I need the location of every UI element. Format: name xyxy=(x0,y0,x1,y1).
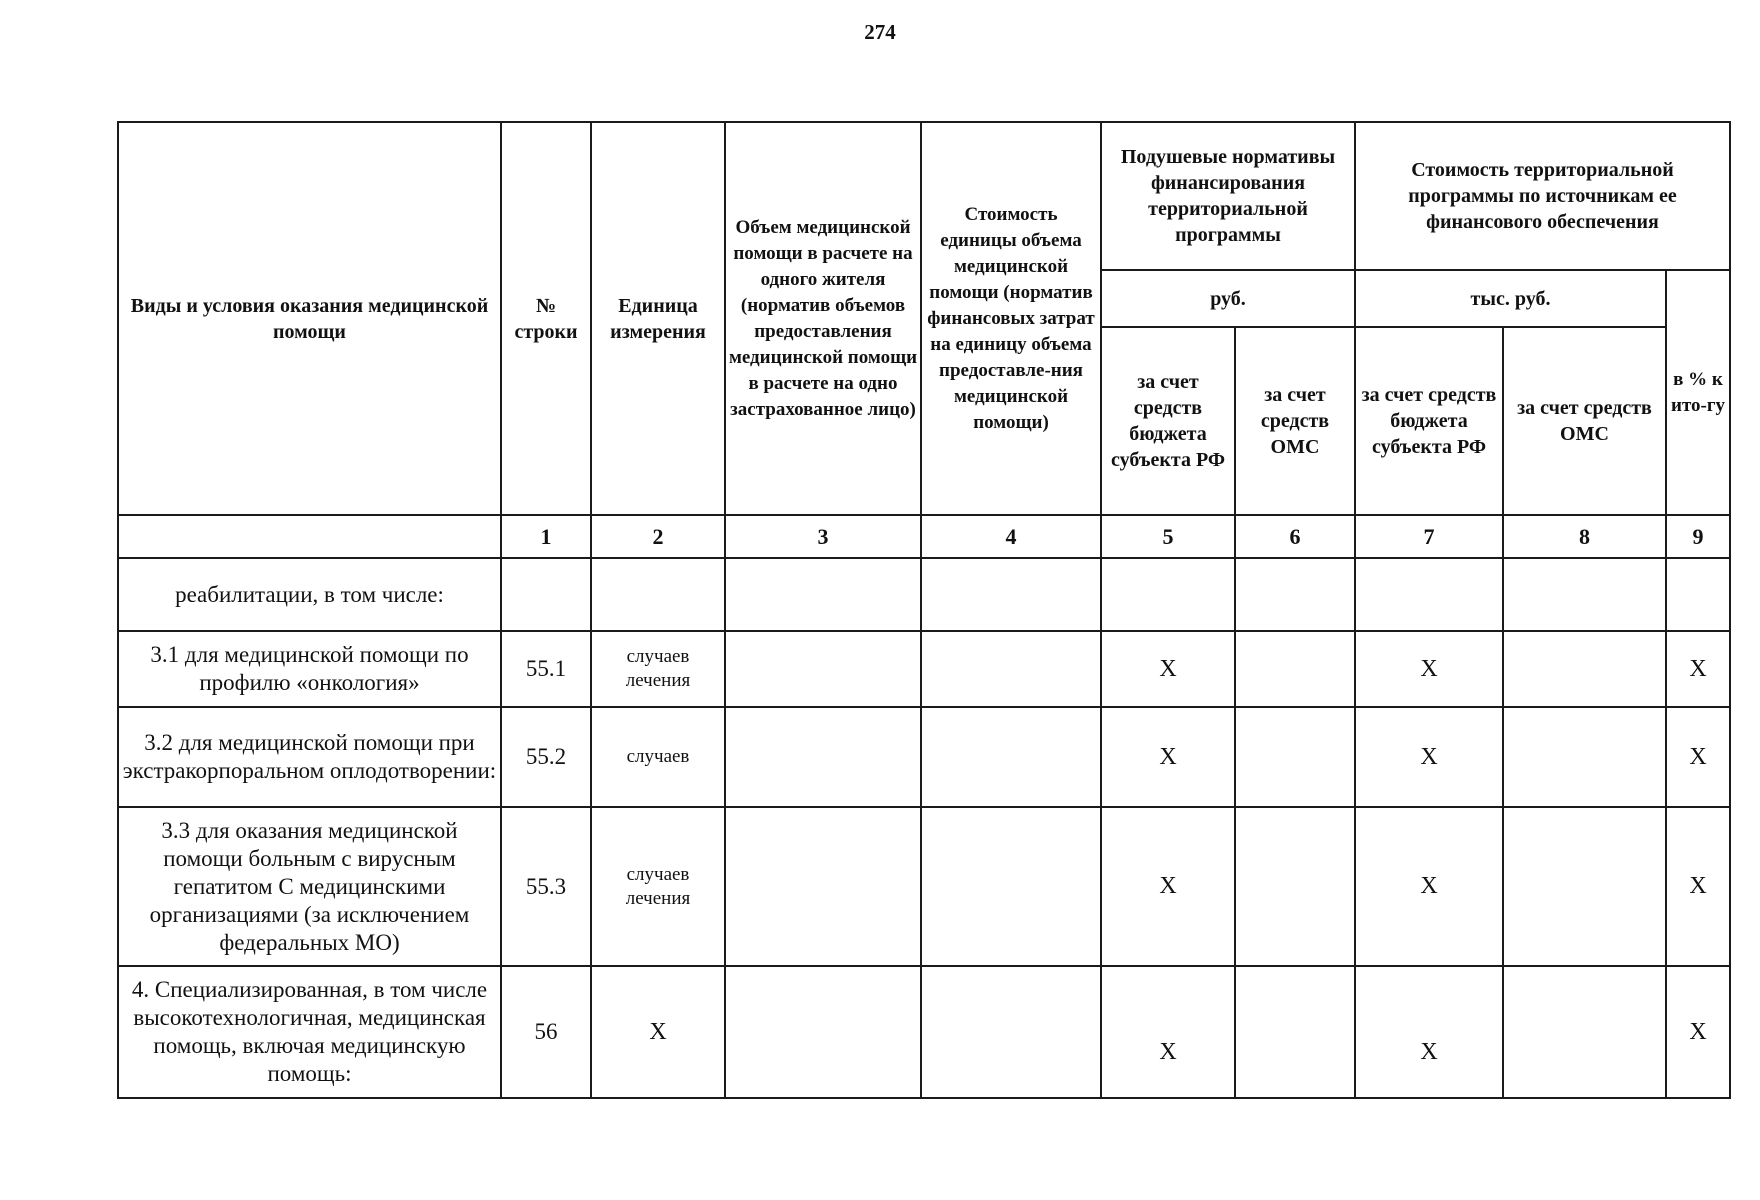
page-number: 274 xyxy=(864,20,896,44)
cell-budget-rf-thous: X xyxy=(1355,807,1503,966)
column-number-empty xyxy=(118,515,501,558)
cell-unit-cost xyxy=(921,966,1101,1098)
cell-budget-rf-thous xyxy=(1355,558,1503,631)
cell-oms-rub xyxy=(1235,631,1355,707)
header-unit-cost: Стоимость единицы объема медицинской помощи (норматив финансовых затрат на единицу объема предоставле-ния медицинской помощи) xyxy=(921,122,1101,515)
column-number: 6 xyxy=(1235,515,1355,558)
cell-budget-rf-rub: X xyxy=(1101,631,1235,707)
header-unit-rub: руб. xyxy=(1101,270,1355,327)
cell-unit-cost xyxy=(921,558,1101,631)
cell-oms-rub xyxy=(1235,558,1355,631)
column-number: 1 xyxy=(501,515,591,558)
cell-unit-cost xyxy=(921,807,1101,966)
row-name: 3.2 для медицинской помощи при экстракорпоральном оплодотворении: xyxy=(118,707,501,807)
row-name: 3.3 для оказания медицинской помощи больным с вирусным гепатитом С медицинскими организациями (за исключением федеральных МО) xyxy=(118,807,501,966)
cell-unit-cost xyxy=(921,707,1101,807)
column-number: 9 xyxy=(1666,515,1730,558)
header-percent-total: в % к ито-гу xyxy=(1666,270,1730,515)
cell-budget-rf-thous: X xyxy=(1355,707,1503,807)
cell-oms-rub xyxy=(1235,707,1355,807)
cell-percent: X xyxy=(1666,966,1730,1098)
row-number: 55.1 xyxy=(501,631,591,707)
header-budget-rf-rub: за счет средств бюджета субъекта РФ xyxy=(1101,327,1235,515)
table-row xyxy=(118,558,1730,631)
column-number: 2 xyxy=(591,515,725,558)
cell-oms-thous xyxy=(1503,631,1666,707)
cell-oms-thous xyxy=(1503,807,1666,966)
row-unit: X xyxy=(591,966,725,1098)
row-unit: случаев xyxy=(591,707,725,807)
cell-oms-rub xyxy=(1235,807,1355,966)
cell-budget-rf-thous: X xyxy=(1355,631,1503,707)
norms-table xyxy=(117,121,1731,1099)
cell-oms-thous xyxy=(1503,558,1666,631)
table-row xyxy=(118,707,1730,807)
column-number: 4 xyxy=(921,515,1101,558)
cell-volume xyxy=(725,558,921,631)
cell-budget-rf-rub: X xyxy=(1101,707,1235,807)
row-unit: случаев лечения xyxy=(591,631,725,707)
header-budget-rf-thous: за счет средств бюджета субъекта РФ xyxy=(1355,327,1503,515)
cell-budget-rf-rub: X xyxy=(1101,807,1235,966)
row-number xyxy=(501,558,591,631)
row-name: 4. Специализированная, в том числе высокотехнологичная, медицинская помощь, включая медицинскую помощь: xyxy=(118,966,501,1098)
table-row xyxy=(118,966,1730,1098)
table-row xyxy=(118,807,1730,966)
cell-oms-rub xyxy=(1235,966,1355,1098)
header-types: Виды и условия оказания медицинской помощи xyxy=(118,122,501,515)
header-unit-thous-rub: тыс. руб. xyxy=(1355,270,1666,327)
cell-oms-thous xyxy=(1503,966,1666,1098)
header-oms-rub: за счет средств ОМС xyxy=(1235,327,1355,515)
column-number-row xyxy=(118,515,1730,558)
cell-percent: X xyxy=(1666,631,1730,707)
cell-oms-thous xyxy=(1503,707,1666,807)
header-unit: Единица измерения xyxy=(591,122,725,515)
column-number: 3 xyxy=(725,515,921,558)
cell-percent: X xyxy=(1666,707,1730,807)
cell-unit-cost xyxy=(921,631,1101,707)
cell-percent: X xyxy=(1666,807,1730,966)
header-oms-thous: за счет средств ОМС xyxy=(1503,327,1666,515)
header-row-1 xyxy=(118,122,1730,270)
header-row-number: № строки xyxy=(501,122,591,515)
header-program-cost: Стоимость территориальной программы по источникам ее финансового обеспечения xyxy=(1355,122,1730,270)
cell-budget-rf-rub: X xyxy=(1101,966,1235,1098)
row-number: 56 xyxy=(501,966,591,1098)
row-unit xyxy=(591,558,725,631)
row-number: 55.3 xyxy=(501,807,591,966)
cell-percent xyxy=(1666,558,1730,631)
table-row xyxy=(118,631,1730,707)
cell-volume xyxy=(725,707,921,807)
row-name: 3.1 для медицинской помощи по профилю «онкология» xyxy=(118,631,501,707)
column-number: 8 xyxy=(1503,515,1666,558)
column-number: 7 xyxy=(1355,515,1503,558)
row-name: реабилитации, в том числе: xyxy=(118,558,501,631)
cell-budget-rf-thous: X xyxy=(1355,966,1503,1098)
cell-volume xyxy=(725,631,921,707)
header-per-capita: Подушевые нормативы финансирования территориальной программы xyxy=(1101,122,1355,270)
header-volume: Объем медицинской помощи в расчете на одного жителя (норматив объемов предоставления медицинской помощи в расчете на одно застрахованное лицо) xyxy=(725,122,921,515)
row-number: 55.2 xyxy=(501,707,591,807)
cell-volume xyxy=(725,807,921,966)
cell-volume xyxy=(725,966,921,1098)
cell-budget-rf-rub xyxy=(1101,558,1235,631)
column-number: 5 xyxy=(1101,515,1235,558)
row-unit: случаев лечения xyxy=(591,807,725,966)
